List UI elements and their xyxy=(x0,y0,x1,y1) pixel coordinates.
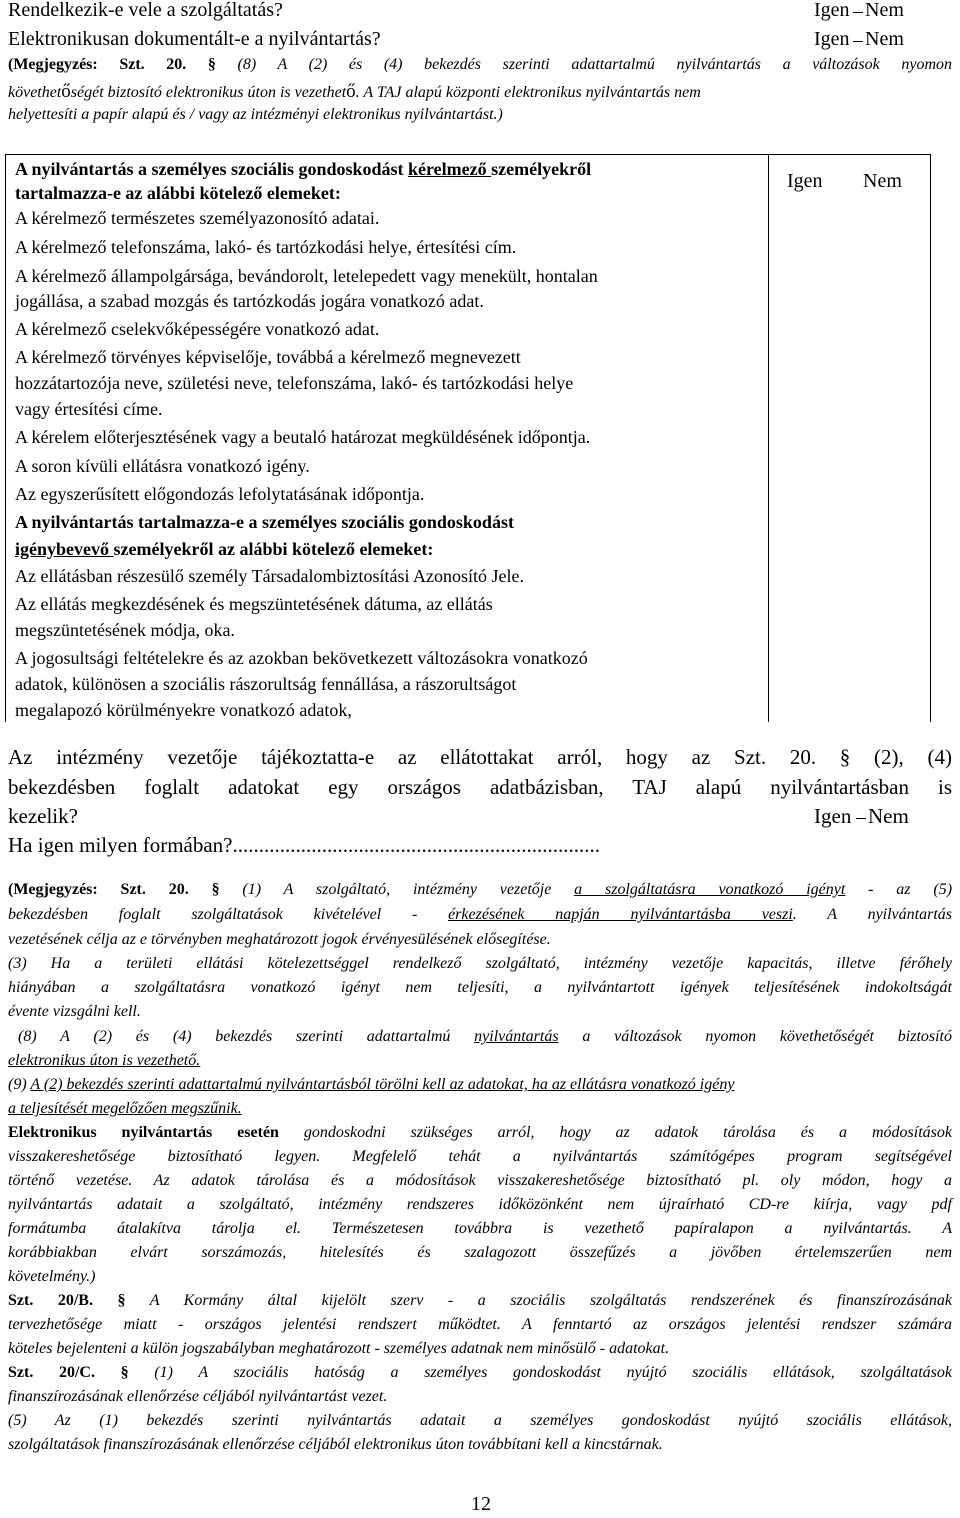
note-line: visszakereshetősége biztosítható legyen. Megfelelő tehát a nyilvántartás számítógépes program segítségével xyxy=(8,1148,952,1165)
checklist-table xyxy=(5,154,931,722)
table-row: A kérelmező telefonszáma, lakó- és tartózkodási helye, értesítési cím. xyxy=(15,237,517,257)
note-line: évente vizsgálni kell. xyxy=(8,1003,141,1020)
note-line: Szt. 20/B. § A Kormány által kijelölt szerv - a szociális szolgáltatás rendszerének és finanszírozásának xyxy=(8,1292,952,1309)
answer-igen[interactable]: Igen xyxy=(814,28,850,50)
table-border xyxy=(930,154,931,722)
table-row: hozzátartozója neve, születési neve, telefonszáma, lakó- és tartózkodási helye xyxy=(15,373,574,393)
section-header-igenybevevo: A nyilvántartás tartalmazza-e a személyes szociális gondoskodást xyxy=(15,512,514,532)
note-line: történő vezetése. Az adatok tárolása és a módosítások visszakereshetősége biztosítható pl. oly módon, hogy a xyxy=(8,1172,952,1189)
section-header-kerelmezo: A nyilvántartás a személyes szociális gondoskodást kérelmező személyekről xyxy=(15,159,592,179)
table-border xyxy=(768,154,769,722)
answer-igen[interactable]: Igen xyxy=(814,804,852,828)
question-electronic: Elektronikusan dokumentált-e a nyilvántartás? xyxy=(8,28,381,50)
note-line: helyettesíti a papír alapú és / vagy az intézményi elektronikus nyilvántartást.) xyxy=(8,106,503,123)
table-row: vagy értesítési címe. xyxy=(15,399,163,419)
note-line: tervezhetősége miatt - országos jelentési rendszert működtet. A fenntartó az országos jelentési rendszer számára xyxy=(8,1316,952,1333)
note-line: szolgáltatások finanszírozásának ellenőrzése céljából elektronikus úton továbbítani kell a kincstárnak. xyxy=(8,1436,663,1453)
note-line: Elektronikus nyilvántartás esetén gondoskodni szükséges arról, hogy az adatok tárolása és a módosítások xyxy=(8,1124,952,1141)
note-line: (9) A (2) bekezdés szerinti adattartalmú nyilvántartásból törölni kell az adatokat, ha az ellátásra vonatkozó igény xyxy=(8,1076,735,1093)
table-row: adatok, különösen a szociális rászorultság fennállása, a rászorultságot xyxy=(15,674,517,694)
note-line: (8) A (2) és (4) bekezdés szerinti adattartalmú nyilvántartás a változások nyomon követhetőségét biztosító xyxy=(18,1028,953,1045)
note-line: finanszírozásának ellenőrzése céljából nyilvántartást vezet. xyxy=(8,1388,388,1405)
table-row: Az ellátás megkezdésének és megszüntetésének dátuma, az ellátás xyxy=(15,594,493,614)
note-line: követhetőségét biztosító elektronikus úton is vezethető. A TAJ alapú központi elektronikus nyilvántartás nem xyxy=(8,81,701,102)
table-row: Az ellátásban részesülő személy Társadalombiztosítási Azonosító Jele. xyxy=(15,566,525,586)
table-border xyxy=(5,154,6,722)
table-border xyxy=(5,154,931,155)
note-line: formátumba átalakítva tárolja el. Természetesen továbbra is vezethető papíralapon a nyilvántartás. A xyxy=(8,1220,952,1237)
answer-igen[interactable]: Igen xyxy=(814,0,850,21)
question-informed: Az intézmény vezetője tájékoztatta-e az ellátottakat arról, hogy az Szt. 20. § (2), (4) xyxy=(8,745,952,769)
question-service: Rendelkezik-e vele a szolgáltatás? xyxy=(8,0,283,21)
section-header-kerelmezo: tartalmazza-e az alábbi kötelező elemeket: xyxy=(15,183,341,203)
table-row: A kérelmező természetes személyazonosító adatai. xyxy=(15,208,380,228)
section-header-igenybevevo: igénybevevő személyekről az alábbi kötelező elemeket: xyxy=(15,539,434,559)
answer-separator xyxy=(853,41,863,42)
table-row: megalapozó körülményekre vonatkozó adatok, xyxy=(15,700,352,720)
question-informed: bekezdésben foglalt adatokat egy országos adatbázisban, TAJ alapú nyilvántartásban is xyxy=(8,775,952,799)
note-line: vezetésének célja az e törvényben meghatározott jogok érvényesülésének elősegítése. xyxy=(8,931,551,948)
column-header-nem: Nem xyxy=(863,170,902,192)
note-line: (Megjegyzés: Szt. 20. § (1) A szolgáltató, intézmény vezetője a szolgáltatásra vonatkozó igényt - az (5) xyxy=(8,881,953,898)
answer-nem[interactable]: Nem xyxy=(865,28,904,50)
note-line: (5) Az (1) bekezdés szerinti nyilvántartás adatait a személyes gondoskodást nyújtó szociális ellátások, xyxy=(8,1412,952,1429)
note-line: köteles bejelenteni a külön jogszabályban meghatározott - személyes adatnak nem minősülő - adatokat. xyxy=(8,1340,670,1357)
table-row: A jogosultsági feltételekre és az azokban bekövetkezett változásokra vonatkozó xyxy=(15,648,588,668)
note-line: hiányában a szolgáltatásra vonatkozó igényt nem teljesíti, a nyilvántartott igények teljesítésének indokoltságát xyxy=(8,979,952,996)
table-row: jogállása, a szabad mozgás és tartózkodás jogára vonatkozó adat. xyxy=(15,291,484,311)
note-line: bekezdésben foglalt szolgáltatások kivételével - érkezésének napján nyilvántartásba veszi. A nyilvántartás xyxy=(8,906,953,923)
table-row: A kérelmező törvényes képviselője, továbbá a kérelmező megnevezett xyxy=(15,347,521,367)
note-line: Szt. 20/C. § (1) A szociális hatóság a személyes gondoskodást nyújtó szociális ellátások, szolgáltatások xyxy=(8,1364,952,1381)
table-row: megszüntetésének módja, oka. xyxy=(15,620,235,640)
table-row: A soron kívüli ellátásra vonatkozó igény. xyxy=(15,456,310,476)
answer-nem[interactable]: Nem xyxy=(868,804,909,828)
answer-separator xyxy=(856,818,866,819)
column-header-igen: Igen xyxy=(787,170,823,192)
note-line: nyilvántartás adatait a szolgáltató, intézmény rendszeres időközönként nem újraírható CD-re kiírja, vagy pdf xyxy=(8,1196,952,1213)
note-line: korábbiakban elvárt sorszámozás, hitelesítés és szalagozott összefűzés a jövőben értelemszerűen nem xyxy=(8,1244,952,1261)
page-number: 12 xyxy=(471,1493,491,1515)
table-row: A kérelem előterjesztésének vagy a beutaló határozat megküldésének időpontja. xyxy=(15,427,591,447)
note-line: követelmény.) xyxy=(8,1268,96,1285)
table-row: A kérelmező állampolgársága, bevándorolt, letelepedett vagy menekült, hontalan xyxy=(15,266,598,286)
question-form: Ha igen milyen formában?...................................................................... xyxy=(8,833,600,857)
note-line: elektronikus úton is vezethető. xyxy=(8,1052,201,1069)
note-line: a teljesítését megelőzően megszűnik. xyxy=(8,1100,242,1117)
answer-separator xyxy=(853,12,863,13)
table-row: Az egyszerűsített előgondozás lefolytatásának időpontja. xyxy=(15,484,425,504)
note-line: (3) Ha a területi ellátási kötelezettséggel rendelkező szolgáltató, intézmény vezetője kapacitás, illetve férőhely xyxy=(8,955,952,972)
note-line: (Megjegyzés: Szt. 20. § (8) A (2) és (4) bekezdés szerinti adattartalmú nyilvántartás a változások nyomon xyxy=(8,56,953,73)
answer-nem[interactable]: Nem xyxy=(865,0,904,21)
table-row: A kérelmező cselekvőképességére vonatkozó adat. xyxy=(15,319,380,339)
question-informed: kezelik? xyxy=(8,804,78,828)
